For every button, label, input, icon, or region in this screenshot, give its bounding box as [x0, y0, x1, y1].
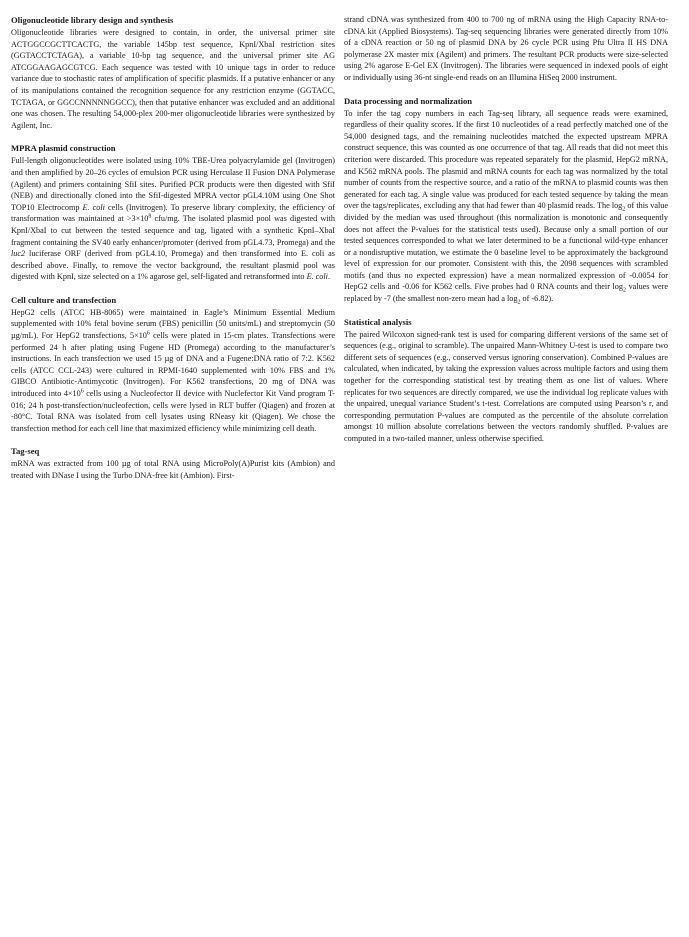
paragraph: mRNA was extracted from 100 µg of total RNA using MicroPoly(A)Purist kits (Ambion) and treated with DNase I using the Turbo DNA-free kit (Ambion). First-	[11, 459, 335, 480]
right-column	[344, 14, 668, 456]
text-run: cells were plated in 15-cm plates. Transfections were performed 24 h after plating using Fugene HD (Promega) according to the manufacturer’s instructions. In each transfection we used 15 µg of DNA and a Fugene:DNA ratio of 7:2. K562 cells (ATCC CCL-243) were cultured in RPMI-1640 supplemented with 10% FBS and 1% GIBCO Antibiotic-Antimycotic (Invitrogen). For K562 transfections, 20 mg of DNA was introduced into 4×10	[11, 331, 335, 399]
left-column	[11, 14, 335, 493]
italic-term: luc2	[11, 249, 26, 259]
section-tag-seq-continued	[344, 14, 668, 84]
section-tag-seq	[11, 445, 335, 481]
subscript: 2	[517, 299, 521, 306]
section-mpra-plasmid	[11, 142, 335, 283]
superscript: 6	[80, 388, 84, 395]
text-run: .	[327, 272, 330, 282]
section-heading: MPRA plasmid construction	[11, 143, 116, 154]
section-cell-culture	[11, 294, 335, 435]
paragraph	[11, 307, 335, 435]
text-run: values were replaced by -7 (the smallest non-zero mean had a log	[344, 282, 668, 304]
paragraph: strand cDNA was synthesized from 400 to 700 ng of mRNA using the High Capacity RNA-to-cDNA kit (Applied Biosystems). Tag-seq sequencing libraries were generated directly from 10% of a cDNA reaction or 50 ng of plasmid DNA by 26 cycle PCR using Pfu Ultra II HS DNA polymerase 2X master mix (Agilent) and primers. The resultant PCR products were size-selected using 2% agarose E-Gel EX (Invitrogen). The libraries were sequenced in indexed pools of eight or individually using 36-nt single-end reads on an Illumina HiSeq 2000 instrument.	[344, 15, 668, 82]
subscript: 2	[622, 288, 626, 295]
text-run: Full-length oligonucleotides were isolated using 10% TBE-Urea polyacrylamide gel (Invitrogen) and then amplified by 20–26 cycles of emulsion PCR using Herculase II Fusion DNA Polymerase (Agilent) and primers containing SfiI sites. Purified PCR products were then digested with SfiI (NEB) and directionally cloned into the SfiI-digested MPRA vector pGL4.10M using One Shot TOP10 Electrocomp	[11, 156, 335, 212]
section-heading: Data processing and normalization	[344, 95, 473, 106]
italic-term: E. coli	[82, 202, 105, 212]
text-run: luciferase ORF (derived from pGL4.10, Promega) and then transformed into E. coli as described above. Finally, to remove the vector background, the resultant plasmid pool was digested with KpnI, size selected on a 1% agarose gel, self-ligated and retransformed into	[11, 249, 335, 282]
text-run: cells using a Nucleofector II device with Nuclefector Kit Vand program T-016; 24 h post-transfection/nucleofection, cells were lysed in RLT buffer (Qiagen) and frozen at -80°C. Total RNA was isolated from cell lysates using RNeasy kit (Qiagen). We chose the transfection method for each cell line that maximized efficiency while minimizing cell death.	[11, 389, 336, 433]
text-run: cells (Invitrogen). To preserve library complexity, the efficiency of transformation was maintained at >3×10	[11, 202, 335, 224]
text-run: cfu/mg. The isolated plasmid pool was digested with KpnI/XbaI to cut between the tested sequence and tag, ligated with a synthetic KpnI–XbaI fragment containing the SV40 early enhancer/promoter (derived from pGL4.73, Promega) and the	[11, 214, 335, 247]
section-statistical-analysis	[344, 316, 668, 445]
subscript: 2	[622, 206, 626, 213]
paragraph: The paired Wilcoxon signed-rank test is used for comparing different versions of the same set of sequences (e.g., original to scramble). The unpaired Mann-Whitney U-test is used to compare two different sets of sequences (e.g., conserved versus ignoring conservation). Combined P-values are calculated, when indicated, by taking the expression values across multiple factors and using them together for the corresponding statistical test by treating them as one list of values. Where replicates for two sequences are directly compared, we use the individual log replicate values with the unpaired, unequal variance Student’s t-test. Correlations are computed using Pearson’s r, and corresponding permutation P-values are computed as the percentile of the absolute correlation amongst 10 million absolute correlations between the vectors randomly shuffled. P-values are computed in a two-tailed manner, unless otherwise specified.	[344, 329, 668, 443]
paragraph	[11, 155, 335, 283]
paragraph: Oligonucleotide libraries were designed to contain, in order, the universal primer site ACTGGCCGCTTCACTG, the variable 145bp test sequence, KpnI/XbaI restriction sites (GGTACCTCTAGA), a variable 10-bp tag sequence, and the universal primer site AG ATCGGAAGAGCGTCG. Each sequence was tested with 10 unique tags in order to reduce variance due to stochastic rates of amplification of specific plasmids. If a putative enhancer or any of its manipulations contained the recognition sequence for any restriction enzyme (GGTACC, TCTAGA, or GGCCNNNNNGGCC), then that putative enhancer was excluded and an additional one was chosen. The resulting 54,000-plex 200-mer oligonucleotide libraries were synthesized by Agilent, Inc.	[11, 28, 335, 130]
section-heading: Tag-seq	[11, 446, 40, 457]
section-heading: Oligonucleotide library design and synthesis	[11, 15, 174, 25]
paragraph	[344, 108, 668, 305]
text-run: HepG2 cells (ATCC HB-8065) were maintained in Eagle’s Minimum Essential Medium supplemented with 10% fetal bovine serum (FBS) penicillin (50 units/mL) and streptomycin (50 µg/mL). For HepG2 transfections, 5×10	[11, 307, 335, 341]
section-heading: Statistical analysis	[344, 316, 412, 327]
text-run: To infer the tag copy numbers in each Tag-seq library, all sequence reads were examined, regardless of their quality scores. If the first 10 nucleotides of a read perfectly matched one of the 54,000 designed tags, and the remaining nucleotides matched the expected upstream MPRA construct sequence, this was counted as one occurrence of that tag. All reads that did not meet this criterion were discarded. This procedure was repeated separately for the plasmid, HepG2 mRNA, and K562 mRNA pools. The plasmid and mRNA counts for each tag was normalized by the total number of counts from the respective source, and a ratio of the mRNA to plasmid counts was then generated for each tag. A single value was produced for each tested sequence by taking the mean over the tags/replicates, excluding any that had fewer than 40 plasmid reads. The log	[344, 108, 668, 211]
section-oligo-library	[11, 14, 335, 131]
italic-term: E. coli	[306, 272, 328, 282]
superscript: 6	[146, 330, 150, 337]
text-run: of -6.82).	[520, 294, 554, 304]
section-heading: Cell culture and transfection	[11, 294, 117, 305]
section-data-processing	[344, 95, 668, 305]
text-run: of this value divided by the median was used throughout (this normalization is monotonic and consequently does not affect the P-values for the statistical tests used). Because only a small portion of our tested sequences corresponded to what we later determined to be a functional wild-type enhancer or a nondisruptive mutation, we estimate the 0 baseline level to be approximately the background level of expression for our promoter. Consistent with this, the 2098 sequences with scrambled motifs (and thus no expected expression) have a mean normalized expression of -0.0054 for HepG2 cells and -0.06 for K562 cells. Five probes had 0 RNA counts and their log	[344, 201, 668, 292]
superscript: 8	[148, 213, 152, 220]
